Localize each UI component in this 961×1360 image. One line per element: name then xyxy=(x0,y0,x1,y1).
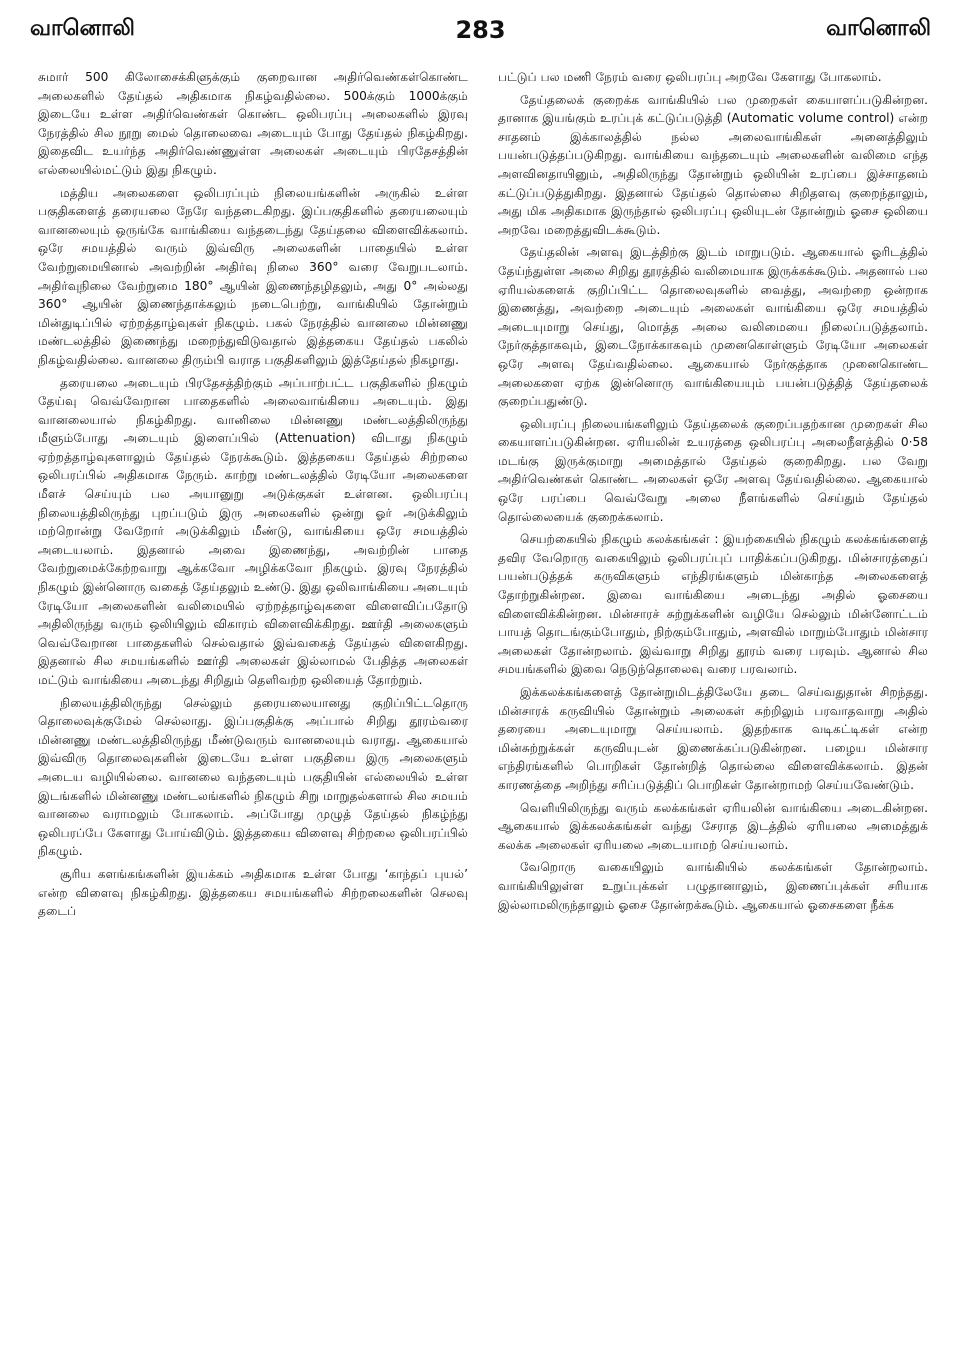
paragraph: தேய்தலைக் குறைக்க வாங்கியில் பல முறைகள் கையாளப்படுகின்றன. தானாக இயங்கும் உரப்புக் கட்டுப்படுத்தி (Automatic volume control) என்ற சாதனம் இக்காலத்தில் நல்ல அலைவாங்கிகள் அனைத்திலும் பயன்படுத்தப்படுகிறது. வாங்கியை வந்தடையும் அலைகளின் வலிமை எந்த அளவினதாயினும், அதிலிருந்து தோன்றும் ஒலியின் உரப்பை இச்சாதனம் கட்டுப்படுத்துகிறது. இதனால் தேய்தல் தொல்லை சிறிதளவு குறைந்தாலும், அது மிக அதிகமாக இருந்தால் ஒலிபரப்பு ஒலியுடன் தோன்றும் ஓசை ஒலியை அறவே மறைத்துவிடக்கூடும். xyxy=(498,92,928,237)
paragraph: தரையலை அடையும் பிரதேசத்திற்கும் அப்பாற்பட்ட பகுதிகளில் நிகழும் தேய்வு வெவ்வேறான பாதைகளில் அலைவாங்கியை அடையும். இது வானலையால் நிகழ்கிறது. வானிலை மின்னணு மண்டலத்திலிருந்து மீளும்போது அடையும் இளைப்பில் (Attenuation) விடாது நிகழும் ஏற்றத்தாழ்வுகளாலும் தேய்தல் நேரக்கூடும். இத்தகைய தேய்தல் சிற்றலை ஒலிபரப்பில் அதிகமாக நேரும். காற்று மண்டலத்தில் ரேடியோ அலைகளை மீளச் செய்யும் பல அயானுறு அடுக்குகள் உள்ளன. ஒலிபரப்பு நிலையத்திலிருந்து புறப்படும் இரு அலைகளில் ஒன்று ஓர் அடுக்கிலும் மற்றொன்று வேறோர் அடுக்கிலும் மீண்டு, வாங்கியை ஒரே சமயத்தில் அடையலாம். இதனால் அவை இணைந்து, அவற்றின் பாதை வேற்றுமைக்கேற்றவாறு ஆக்கவோ அழிக்கவோ நிகழும். இரவு நேரத்தில் நிகழும் இன்னொரு வகைத் தேய்தலும் உண்டு. இது ஒலிவாங்கியை அடையும் ரேடியோ அலைகளின் வலிமையில் ஏற்றத்தாழ்வுகளை விளைவிப்பதோடு அதிலிருந்து வரும் ஒலியிலும் விகாரம் விளைவிக்கிறது. ஊர்தி அலைகளும் வெவ்வேறான பாதைகளில் செல்வதால் இவ்வகைத் தேய்தல் விளைகிறது. இதனால் சில சமயங்களில் ஊர்தி அலைகள் இல்லாமல் பேதித்த அலைகள் மட்டும் வாங்கியை அடைந்து சிறிதும் தெளிவற்ற ஒலியைத் தோற்றும். xyxy=(38,375,468,687)
running-head-left: வானொலி xyxy=(30,16,135,41)
paragraph: மத்திய அலைகளை ஒலிபரப்பும் நிலையங்களின் அருகில் உள்ள பகுதிகளைத் தரையலை நேரே வந்தடைகிறது. இப்பகுதிகளில் தரையலையும் வானலையும் ஒருங்கே வாங்கியை வந்தடைந்து தேய்தலை விளைவிக்கலாம். ஒரே சமயத்தில் வரும் இவ்விரு அலைகளின் பாதையில் உள்ள வேற்றுமையினால் அவற்றின் அதிர்வு நிலை 360° வரை வேறுபடலாம். அதிர்வுநிலை வேற்றுமை 180° ஆயின் இணைந்தழிதலும், அது 0° அல்லது 360° ஆயின் இணைந்தாக்கலும் நடைபெற்று, வாங்கியில் தோன்றும் மின்துடிப்பில் ஏற்றத்தாழ்வுகள் நிகழும். பகல் நேரத்தில் வானலை மின்னணு மண்டலத்தில் இணைந்து மறைந்துவிடுவதால் இத்தகைய தேய்தல் பகலில் நிகழ்வதில்லை. வானலை திரும்பி வராத பகுதிகளிலும் இத்தேய்தல் நிகழாது. xyxy=(38,185,468,367)
running-head-right: வானொலி xyxy=(826,16,931,41)
paragraph: ஒலிபரப்பு நிலையங்களிலும் தேய்தலைக் குறைப்பதற்கான முறைகள் சில கையாளப்படுகின்றன. ஏரியலின் உயரத்தை ஒலிபரப்பு அலைநீளத்தில் 0·58 மடங்கு இருக்குமாறு அமைத்தால் தேய்தல் குறைகிறது. பல வேறு அதிர்வெண்கள் கொண்ட அலைகள் ஒரே அளவு தேய்வதில்லை. ஆகையால் ஒரே பரப்பை வெவ்வேறு அலை நீளங்களில் செய்தும் தேய்தல் தொல்லையைக் குறைக்கலாம். xyxy=(498,416,928,524)
paragraph: இக்கலக்கங்களைத் தோன்றுமிடத்திலேயே தடை செய்வதுதான் சிறந்தது. மின்சாரக் கருவியில் தோன்றும் அலைகள் சுற்றிலும் பரவாதவாறு அதில் தரையை அடையுமாறு செய்யலாம். இதற்காக வடிகட்டிகள் என்ற மின்சுற்றுக்கள் கருவியுடன் இணைக்கப்படுகின்றன. பழைய மின்சார எந்திரங்களில் பொறிகள் தோன்றித் தொல்லை விளைவிக்கலாம். இதன் காரணத்தை அறிந்து சரிப்படுத்திப் பொறிகள் தோன்றாமற் செய்யவேண்டும். xyxy=(498,685,928,792)
paragraph: சூரிய களங்கங்களின் இயக்கம் அதிகமாக உள்ள போது ‘காந்தப் புயல்’ என்ற விளைவு நிகழ்கிறது. இத்தகைய சமயங்களில் சிற்றலைகளின் செலவு தடைப் xyxy=(38,866,468,919)
right-text-column xyxy=(498,68,928,1348)
page-number: 283 xyxy=(455,16,506,44)
paragraph: பட்டுப் பல மணி நேரம் வரை ஒலிபரப்பு அறவே கேளாது போகலாம். xyxy=(498,70,882,84)
left-text-column xyxy=(38,68,468,1348)
paragraph: வேறொரு வகையிலும் வாங்கியில் கலக்கங்கள் தோன்றலாம். வாங்கியிலுள்ள உறுப்புக்கள் பழுதானாலும், இணைப்புக்கள் சரியாக இல்லாமலிருந்தாலும் ஓசை தோன்றக்கூடும். ஆகையால் ஓசைகளை நீக்க xyxy=(498,860,928,912)
paragraph: நிலையத்திலிருந்து செல்லும் தரையலையானது குறிப்பிட்டதொரு தொலைவுக்குமேல் செல்லாது. இப்பகுதிக்கு அப்பால் சிறிது தூரம்வரை மின்னணு மண்டலத்திலிருந்து மீண்டுவரும் வானலையும் வராது. ஆகையால் இவ்விரு தொலைவுகளின் இடையே உள்ள பகுதியை இரு அலைகளும் அடைய வழியில்லை. வானலை வந்தடையும் பகுதியின் எல்லையில் உள்ள இடங்களில் மின்னணு மண்டலங்களில் நிகழும் சிறு மாறுதல்களால் சில சமயம் வானலை வராமலும் போகலாம். அப்போது முழுத் தேய்தல் நிகழ்ந்து ஒலிபரப்பே கேளாது போய்விடும். இத்தகைய விளைவு சிற்றலை ஒலிபரப்பில் நிகழும். xyxy=(38,695,468,859)
paragraph: வெளியிலிருந்து வரும் கலக்கங்கள் ஏரியலின் வாங்கியை அடைகின்றன. ஆகையால் இக்கலக்கங்கள் வந்து சேராத இடத்தில் ஏரியலை அமைத்துக் கலக்க அலைகள் ஏரியலை அடையாமற் செய்யலாம். xyxy=(498,800,928,852)
paragraph: செயற்கையில் நிகழும் கலக்கங்கள் : இயற்கையில் நிகழும் கலக்கங்களைத் தவிர வேறொரு வகையிலும் ஒலிபரப்புப் பாதிக்கப்படுகிறது. மின்சாரத்தைப் பயன்படுத்தக் கருவிகளும் எந்திரங்களும் மின்காந்த அலைகளைத் தோற்றுகின்றன. இவை வாங்கியை அடைந்து அதில் ஓசையை விளைவிக்கின்றன. மின்சாரச் சுற்றுக்களின் வழியே செல்லும் மின்னோட்டம் பாயத் தொடங்கும்போதும், நிற்கும்போதும், அளவில் மாறும்போதும் மின்சார அலைகள் தோன்றலாம். இவ்வாறு சிறிது தூரம் வரை பரவும். ஆனால் சில சமயங்களில் இவை நெடுந்தொலைவு வரை பரவலாம். xyxy=(498,532,928,677)
paragraph: சுமார் 500 கிலோசைக்கிளுக்கும் குறைவான அதிர்வெண்கள்கொண்ட அலைகளில் தேய்தல் அதிகமாக நிகழ்வதில்லை. 500க்கும் 1000க்கும் இடையே உள்ள அதிர்வெண்கள் கொண்ட ஒலிபரப்பு அலைகளில் இரவு நேரத்தில் சில நூறு மைல் தொலைவை அடையும் போது தேய்தல் நிகழ்கிறது. இதைவிட உயர்ந்த அதிர்வெண்ணுள்ள அலைகள் அடையும் பிரதேசத்தின் எல்லையில்மட்டும் இது நிகழும். xyxy=(38,70,468,177)
paragraph: தேய்தலின் அளவு இடத்திற்கு இடம் மாறுபடும். ஆகையால் ஓரிடத்தில் தேய்ந்துள்ள அலை சிறிது தூரத்தில் வலிமையாக இருக்கக்கூடும். அதனால் பல ஏரியல்களைக் குறிப்பிட்ட தொலைவுகளில் வைத்து, அவற்றை ஒன்றாக இணைத்து, அவற்றை அடையும் அலைகள் வாங்கியை ஒரே சமயத்தில் அடையுமாறு செய்து, மொத்த அலை வலிமையை நிலைப்படுத்தலாம். நேர்குத்தாகவும், இடைநோக்காகவும் முனைகொள்ளும் ரேடியோ அலைகள் ஒரே அளவு தேய்வதில்லை. ஆகையால் நேர்குத்தாக முனைகொண்ட அலைகளை ஏற்க இன்னொரு வாங்கியையும் பயன்படுத்தித் தேய்தலைக் குறைப்பதுண்டு. xyxy=(498,245,928,409)
page-header xyxy=(30,16,931,56)
